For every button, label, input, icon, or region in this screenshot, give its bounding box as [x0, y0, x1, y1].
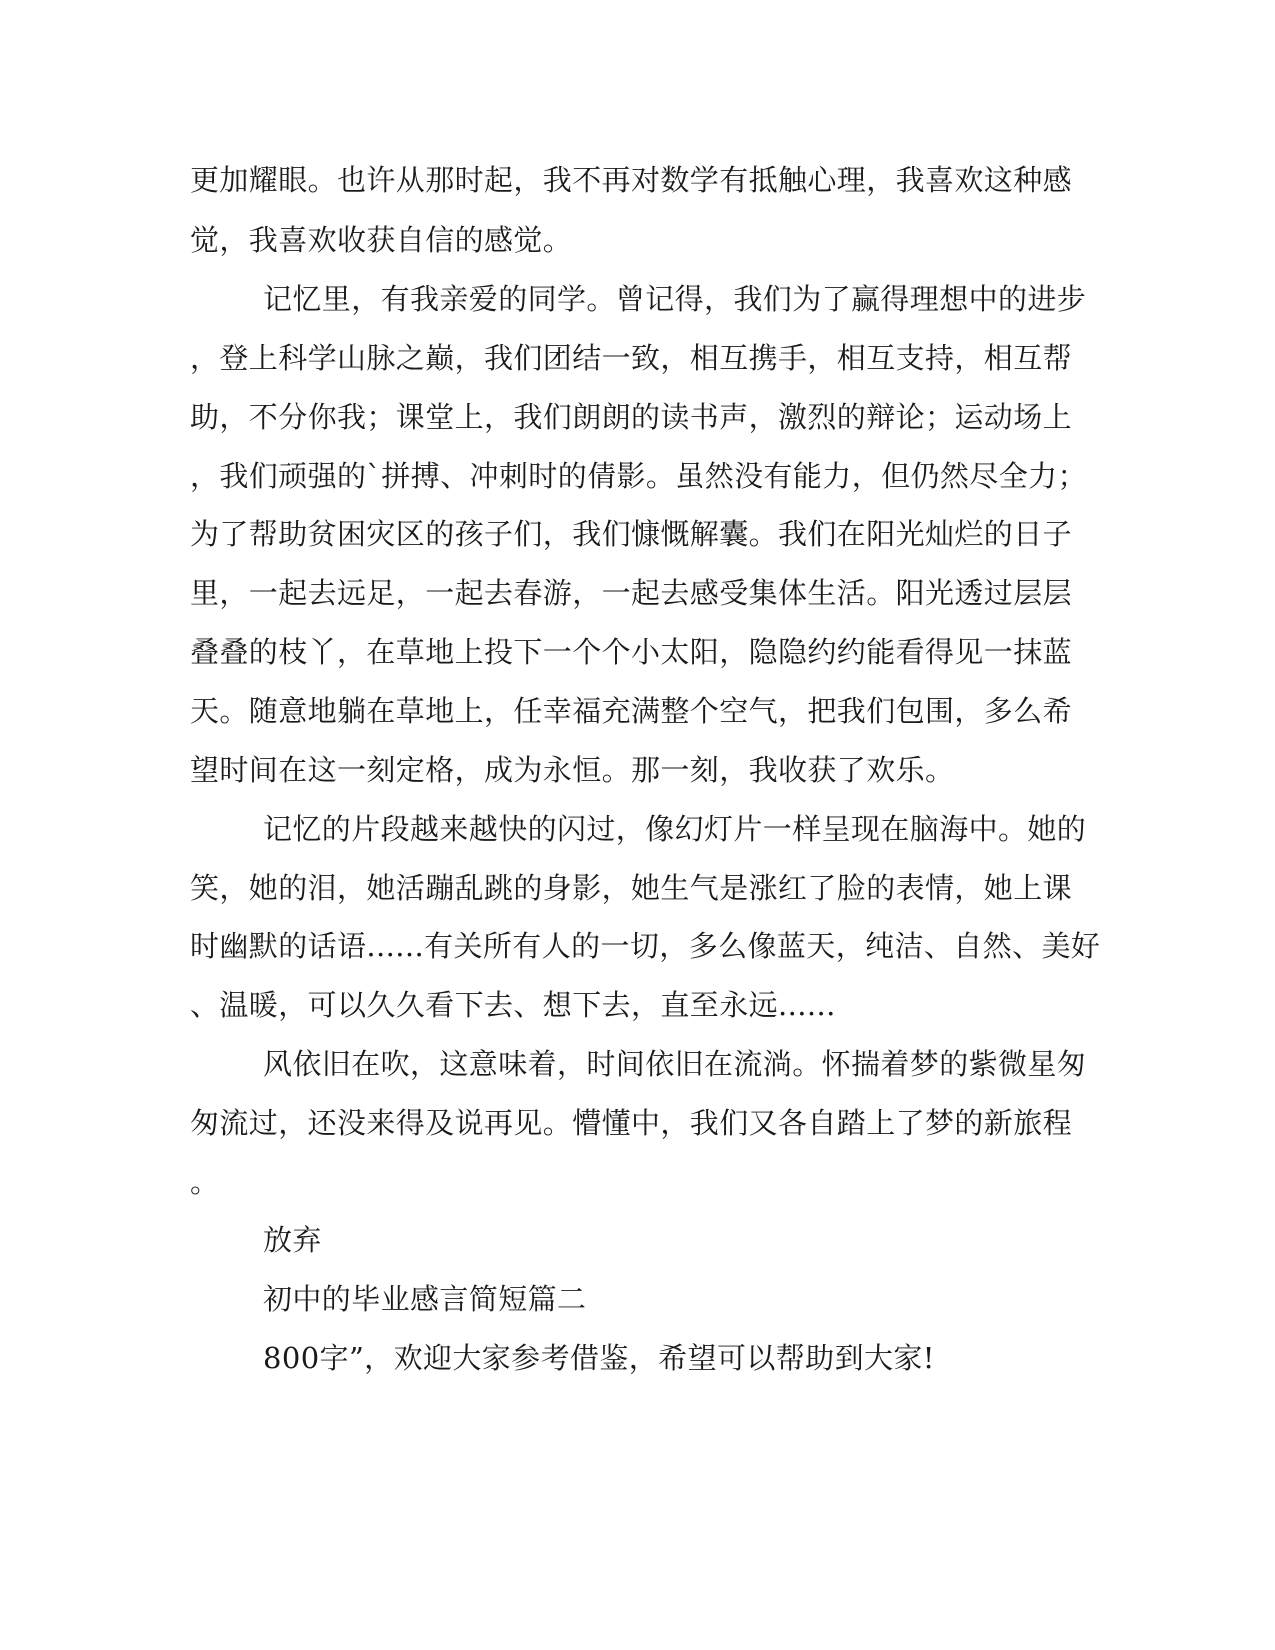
- paragraph-line: 、温暖，可以久久看下去、想下去，直至永远......: [190, 988, 836, 1022]
- paragraph-line: 为了帮助贫困灾区的孩子们，我们慷慨解囊。我们在阳光灿烂的日子: [190, 517, 1073, 551]
- section-heading: 放弃: [263, 1223, 322, 1257]
- paragraph-line: 记忆的片段越来越快的闪过，像幻灯片一样呈现在脑海中。她的: [263, 812, 1087, 846]
- paragraph-line: 里，一起去远足，一起去春游，一起去感受集体生活。阳光透过层层: [190, 576, 1073, 610]
- paragraph-line: 。: [190, 1165, 220, 1199]
- paragraph-line: 望时间在这一刻定格，成为永恒。那一刻，我收获了欢乐。: [190, 753, 955, 787]
- paragraph-line: 笑，她的泪，她活蹦乱跳的身影，她生气是涨红了脸的表情，她上课: [190, 871, 1073, 905]
- paragraph-line: 觉，我喜欢收获自信的感觉。: [190, 223, 573, 257]
- paragraph-line: ，我们顽强的`拼搏、冲刺时的倩影。虽然没有能力，但仍然尽全力；: [190, 459, 1087, 493]
- paragraph-line: 叠叠的枝丫，在草地上投下一个个小太阳，隐隐约约能看得见一抹蓝: [190, 635, 1073, 669]
- paragraph-line: 风依旧在吹，这意味着，时间依旧在流淌。怀揣着梦的紫微星匆: [263, 1047, 1087, 1081]
- paragraph-line: 匆流过，还没来得及说再见。懵懂中，我们又各自踏上了梦的新旅程: [190, 1106, 1073, 1140]
- paragraph-line: ，登上科学山脉之巅，我们团结一致，相互携手，相互支持，相互帮: [190, 341, 1073, 375]
- paragraph-line: 天。随意地躺在草地上，任幸福充满整个空气，把我们包围，多么希: [190, 694, 1073, 728]
- section-heading: 初中的毕业感言简短篇二: [263, 1282, 587, 1316]
- paragraph-line: 记忆里，有我亲爱的同学。曾记得，我们为了赢得理想中的进步: [263, 282, 1087, 316]
- paragraph-line: 助，不分你我；课堂上，我们朗朗的读书声，激烈的辩论；运动场上: [190, 400, 1073, 434]
- paragraph-line: 800字”，欢迎大家参考借鉴，希望可以帮助到大家!: [263, 1341, 935, 1375]
- paragraph-line: 更加耀眼。也许从那时起，我不再对数学有抵触心理，我喜欢这种感: [190, 163, 1073, 197]
- paragraph-line: 时幽默的话语......有关所有人的一切，多么像蓝天，纯洁、自然、美好: [190, 929, 1101, 963]
